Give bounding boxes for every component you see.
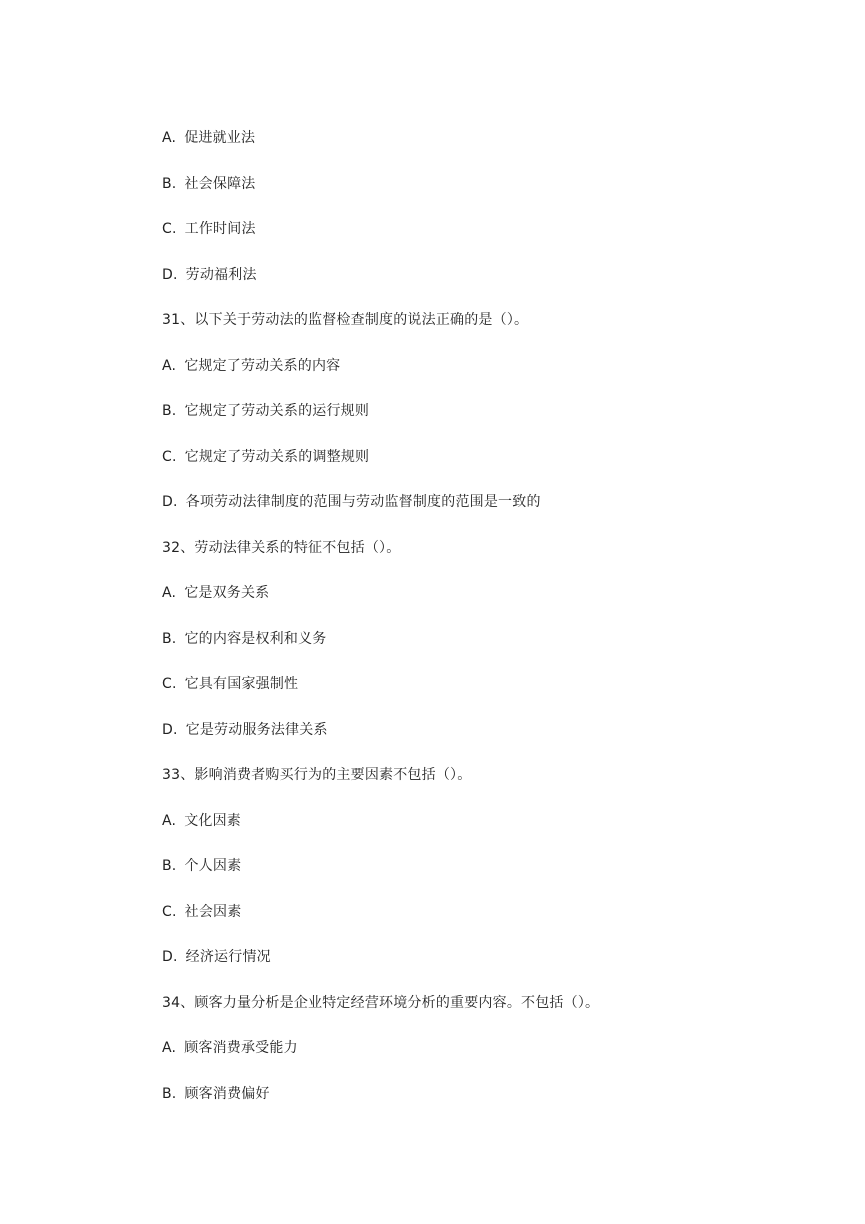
option-text: 它规定了劳动关系的内容 <box>184 357 341 374</box>
option-text: 它是双务关系 <box>184 585 270 601</box>
option-text: 劳动福利法 <box>185 266 257 283</box>
question-32 <box>162 537 802 583</box>
question-text: 32、劳动法律关系的特征不包括（）。 <box>162 539 401 556</box>
option-text: 顾客消费承受能力 <box>184 1040 298 1056</box>
option-c-line <box>162 673 802 719</box>
option-b-line <box>162 1083 802 1129</box>
option-d-line <box>162 946 802 992</box>
option-text: 文化因素 <box>184 812 241 829</box>
option-a-line <box>162 1037 802 1083</box>
option-b-line <box>162 628 802 674</box>
option-text: 社会因素 <box>184 903 242 920</box>
option-c-line <box>162 218 802 264</box>
option-label: A. <box>162 357 177 374</box>
option-a-line <box>162 582 802 628</box>
question-list <box>162 127 802 1128</box>
option-label: C. <box>162 448 177 465</box>
option-label: C. <box>162 676 177 692</box>
option-label: B. <box>162 403 177 419</box>
question-text: 33、影响消费者购买行为的主要因素不包括（）。 <box>162 767 472 783</box>
question-34 <box>162 992 802 1038</box>
option-label: B. <box>162 1085 177 1102</box>
option-label: A. <box>162 585 177 601</box>
option-text: 它规定了劳动关系的调整规则 <box>184 448 370 465</box>
option-d-line <box>162 491 802 537</box>
option-label: A. <box>162 130 177 146</box>
option-label: C. <box>162 903 177 920</box>
option-d-line <box>162 719 802 765</box>
question-31 <box>162 309 802 355</box>
option-label: A. <box>162 1040 177 1056</box>
option-a-line <box>162 355 802 401</box>
question-text: 34、顾客力量分析是企业特定经营环境分析的重要内容。不包括（）。 <box>162 994 600 1011</box>
option-a-line <box>162 810 802 856</box>
option-b-line <box>162 855 802 901</box>
option-b-line <box>162 173 802 219</box>
option-label: A. <box>162 812 177 829</box>
option-label: B. <box>162 858 177 874</box>
question-33 <box>162 764 802 810</box>
option-label: C. <box>162 221 177 237</box>
option-label: D. <box>162 949 178 965</box>
question-text: 31、以下关于劳动法的监督检查制度的说法正确的是（）。 <box>162 312 529 328</box>
option-c-line <box>162 901 802 947</box>
option-d-line <box>162 264 802 310</box>
option-c-line <box>162 446 802 492</box>
option-label: D. <box>162 721 178 738</box>
option-label: D. <box>162 266 178 283</box>
option-label: B. <box>162 175 177 192</box>
option-text: 经济运行情况 <box>185 949 271 965</box>
option-text: 各项劳动法律制度的范围与劳动监督制度的范围是一致的 <box>185 494 541 510</box>
option-text: 它是劳动服务法律关系 <box>185 721 328 738</box>
option-text: 促进就业法 <box>184 130 256 146</box>
option-text: 社会保障法 <box>184 175 256 192</box>
option-text: 它具有国家强制性 <box>184 676 299 692</box>
option-text: 它的内容是权利和义务 <box>184 630 327 647</box>
option-label: B. <box>162 630 177 647</box>
option-b-line <box>162 400 802 446</box>
option-text: 它规定了劳动关系的运行规则 <box>184 403 370 419</box>
option-label: D. <box>162 494 178 510</box>
option-text: 顾客消费偏好 <box>184 1085 270 1102</box>
option-text: 个人因素 <box>184 858 242 874</box>
option-a-line <box>162 127 802 173</box>
option-text: 工作时间法 <box>184 221 256 237</box>
